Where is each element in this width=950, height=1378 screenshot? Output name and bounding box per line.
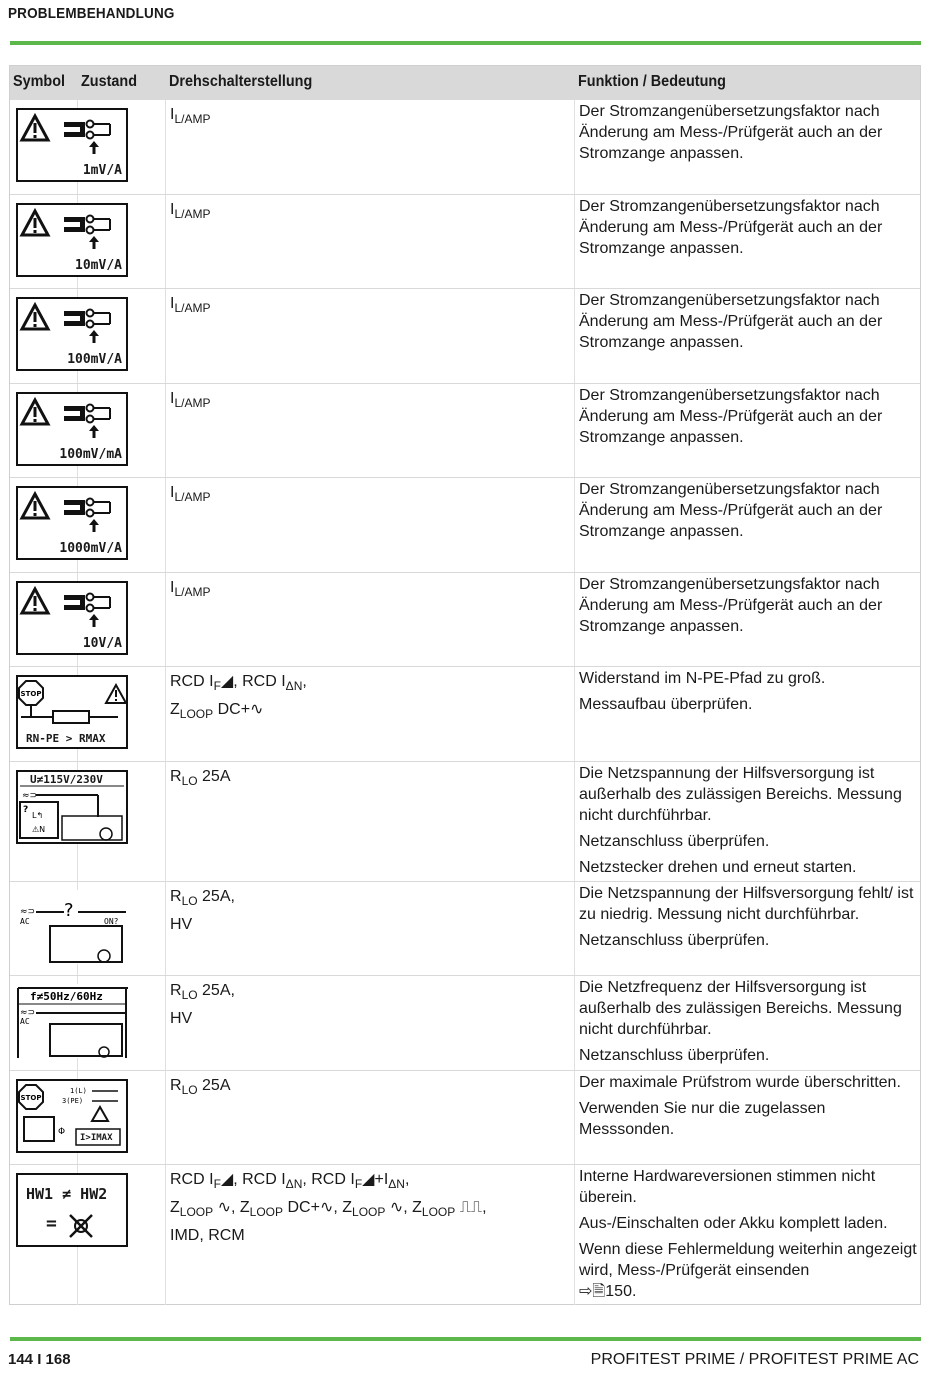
clamp-ratio-label: 1mV/A xyxy=(82,163,122,178)
table-row xyxy=(10,1070,920,1165)
clamp-ratio-label: 100mV/mA xyxy=(59,447,122,462)
function-text: Der Stromzangenübersetzungsfaktor nach Änderung am Mess-/Prüfgerät auch an der Stromzange anpassen. xyxy=(579,481,883,540)
text: 25A, xyxy=(197,982,235,999)
fn-line: Die Netzspannung der Hilfsversorgung fehlt/ ist zu niedrig. Messung nicht durchführbar. xyxy=(579,885,914,923)
table-row xyxy=(10,761,920,882)
text: , xyxy=(302,673,307,690)
position-line: $Z_{LOOP}$ ∿, $Z_{LOOP}$ DC+∿, $Z_{LOOP}$ ∿, $Z_{LOOP}$ ⎍⎍, xyxy=(170,1199,487,1219)
troubleshooting-table xyxy=(9,65,921,1305)
pulse-icon: ⎍⎍ xyxy=(459,1199,483,1216)
sub: LOOP xyxy=(179,707,214,721)
sub: F xyxy=(354,1177,363,1191)
switch-position xyxy=(170,293,570,314)
switch-position xyxy=(170,766,570,787)
svg-text:Φ: Φ xyxy=(58,1127,66,1137)
freq-text: f≠50Hz/60Hz xyxy=(30,990,103,1003)
sub: LOOP xyxy=(352,1205,386,1219)
overcurrent-icon xyxy=(16,1079,128,1153)
function-text: Der Stromzangenübersetzungsfaktor nach Änderung am Mess-/Prüfgerät auch an der Stromzange anpassen. xyxy=(579,576,883,635)
sub: ΔN xyxy=(285,679,303,693)
voltage-label: U≠115V/230V xyxy=(30,773,103,786)
sub: ΔN xyxy=(388,1177,405,1191)
function-text xyxy=(579,977,919,1071)
svg-text:≈⊃: ≈⊃ xyxy=(20,907,36,917)
switch-position xyxy=(170,980,570,1036)
page-number: 144 I 168 xyxy=(8,1351,71,1368)
clamp-warning-icon xyxy=(16,486,128,560)
position-line xyxy=(170,980,570,1001)
position-sub: L/AMP xyxy=(174,396,211,410)
text: RCD I xyxy=(170,1171,214,1188)
page-reference: ⇨🗎150. xyxy=(579,1283,637,1300)
table-row xyxy=(10,975,920,1071)
fn-line: Interne Hardwareversionen stimmen nicht überein. xyxy=(579,1168,876,1206)
clamp-warning-icon xyxy=(16,581,128,655)
text: , xyxy=(404,1171,410,1188)
svg-text:≈⊃: ≈⊃ xyxy=(22,791,38,801)
position-sub: L/AMP xyxy=(174,490,211,504)
table-row xyxy=(10,288,920,384)
table-row xyxy=(10,100,920,194)
q-text: ? xyxy=(64,900,74,921)
frequency-error-icon xyxy=(16,984,128,1058)
fn-line: Die Netzfrequenz der Hilfsversorgung ist außerhalb des zulässigen Bereichs. Messung nicht durchführbar. xyxy=(579,979,902,1038)
voltage-error-icon xyxy=(16,770,128,844)
fn-line: Netzstecker drehen und erneut starten. xyxy=(579,859,857,876)
clamp-warning-icon xyxy=(16,108,128,182)
function-text: Der Stromzangenübersetzungsfaktor nach Änderung am Mess-/Prüfgerät auch an der Stromzange anpassen. xyxy=(579,387,883,446)
switch-position xyxy=(170,388,570,409)
function-text: Der Stromzangenübersetzungsfaktor nach Änderung am Mess-/Prüfgerät auch an der Stromzange anpassen. xyxy=(579,292,883,351)
switch-position xyxy=(170,1169,570,1253)
npe-resistance-icon xyxy=(16,675,128,749)
sub: LO xyxy=(181,1083,198,1097)
position-sub: L/AMP xyxy=(174,112,211,126)
wave-icon: ∿ xyxy=(250,701,264,718)
text: R xyxy=(170,1077,182,1094)
table-row xyxy=(10,1164,920,1307)
switch-position xyxy=(170,577,570,598)
text: RCD I xyxy=(170,673,214,690)
text: Z xyxy=(342,1199,353,1216)
text: R xyxy=(170,888,182,905)
ac-text: AC xyxy=(20,917,30,926)
fn-line: Netzanschluss überprüfen. xyxy=(579,833,770,850)
text: , RCD I xyxy=(233,673,286,690)
pe-text: 3(PE) xyxy=(62,1097,84,1105)
sub: LO xyxy=(181,774,198,788)
text: 25A, xyxy=(197,888,235,905)
function-text xyxy=(579,883,919,956)
triangle-icon: ◢ xyxy=(362,1171,375,1188)
function-text xyxy=(579,668,919,720)
clamp-warning-icon xyxy=(16,297,128,371)
triangle-icon: ◢ xyxy=(220,673,234,690)
fn-line: Widerstand im N-PE-Pfad zu groß. xyxy=(579,670,826,687)
position-base: I xyxy=(170,106,175,123)
fn-line: Der maximale Prüfstrom wurde überschritten. xyxy=(579,1074,901,1091)
table-row xyxy=(10,477,920,573)
position-sub: L/AMP xyxy=(174,207,211,221)
position-line xyxy=(170,699,570,720)
switch-position xyxy=(170,482,570,503)
table-row xyxy=(10,572,920,667)
svg-text:⚠N: ⚠N xyxy=(32,825,46,834)
q-text: ? xyxy=(23,805,29,815)
fn-line: Verwenden Sie nur die zugelassen Messsonden. xyxy=(579,1100,826,1138)
position-line xyxy=(170,1169,570,1190)
table-row xyxy=(10,194,920,289)
text: , RCD I xyxy=(302,1171,355,1188)
wave-icon: ∿ xyxy=(217,1199,231,1216)
header-divider xyxy=(10,41,921,45)
table-row xyxy=(10,881,920,976)
sub: LOOP xyxy=(249,1205,284,1219)
sub: LOOP xyxy=(179,1205,214,1219)
text: Z xyxy=(170,1199,180,1216)
sub: LO xyxy=(181,988,198,1002)
position-sub: L/AMP xyxy=(174,301,211,315)
position-sub: L/AMP xyxy=(174,585,211,599)
fn-line: Die Netzspannung der Hilfsversorgung ist außerhalb des zulässigen Bereichs. Messung nicht durchführbar. xyxy=(579,765,902,824)
function-text: Der Stromzangenübersetzungsfaktor nach Änderung am Mess-/Prüfgerät auch an der Stromzange anpassen. xyxy=(579,103,883,162)
clamp-ratio-label: 10V/A xyxy=(82,636,122,651)
fn-line: Netzanschluss überprüfen. xyxy=(579,1047,770,1064)
text: , RCD I xyxy=(233,1171,286,1188)
fn-line: Messaufbau überprüfen. xyxy=(579,696,753,713)
position-line xyxy=(170,886,570,907)
text: 25A xyxy=(197,768,231,785)
ac-text: AC xyxy=(20,1017,30,1026)
stop-text: STOP xyxy=(20,1094,42,1102)
hardware-mismatch-icon xyxy=(16,1173,128,1247)
sub: F xyxy=(213,679,221,693)
fn-line: Netzanschluss überprüfen. xyxy=(579,932,770,949)
table-header xyxy=(10,66,920,100)
clamp-ratio-label: 10mV/A xyxy=(75,258,122,273)
wave-icon: ∿ xyxy=(319,1199,334,1216)
missing-voltage-icon xyxy=(16,890,128,964)
page-header-title: PROBLEMBEHANDLUNG xyxy=(8,5,175,22)
svg-text:≈⊃: ≈⊃ xyxy=(20,1008,36,1018)
footer-divider xyxy=(10,1337,921,1341)
sub: LO xyxy=(181,894,198,908)
function-text xyxy=(579,763,919,883)
text: Z xyxy=(412,1199,422,1216)
svg-text:L↰: L↰ xyxy=(32,811,44,820)
text: +I xyxy=(374,1171,389,1188)
product-name: PROFITEST PRIME / PROFITEST PRIME AC xyxy=(590,1351,919,1368)
header-state: Zustand xyxy=(81,73,137,90)
npe-label: RN-PE > RMAX xyxy=(26,732,106,745)
table-row xyxy=(10,383,920,478)
position-line xyxy=(170,671,570,692)
position-line: IMD, RCM xyxy=(170,1227,245,1244)
header-function: Funktion / Bedeutung xyxy=(578,73,726,90)
sub: ΔN xyxy=(285,1177,303,1191)
hw-label: HW1 ≠ HW2 xyxy=(26,1185,108,1203)
fn-line: Aus-/Einschalten oder Akku komplett laden. xyxy=(579,1215,888,1232)
fn-line: Wenn diese Fehlermeldung weiterhin angezeigt wird, Mess-/Prüfgerät einsenden xyxy=(579,1241,917,1279)
hw-equals: = xyxy=(46,1213,57,1234)
position-base: I xyxy=(170,579,175,596)
l-text: 1(L) xyxy=(70,1087,87,1095)
header-symbol: Symbol xyxy=(13,73,66,90)
wave-icon: ∿ xyxy=(389,1199,404,1216)
table-row xyxy=(10,666,920,762)
sub: F xyxy=(213,1177,221,1191)
text: R xyxy=(170,982,182,999)
position-line: HV xyxy=(170,916,193,933)
position-line: HV xyxy=(170,1010,193,1027)
clamp-warning-icon xyxy=(16,203,128,277)
switch-position xyxy=(170,1075,570,1096)
position-base: I xyxy=(170,484,175,501)
position-base: I xyxy=(170,295,175,312)
text: DC+ xyxy=(283,1199,320,1216)
text: Z xyxy=(170,701,180,718)
header-position: Drehschalterstellung xyxy=(169,73,313,90)
switch-position xyxy=(170,199,570,220)
clamp-ratio-label: 100mV/A xyxy=(67,352,122,367)
stop-text: STOP xyxy=(20,690,42,698)
on-text: ON? xyxy=(104,917,119,926)
text: R xyxy=(170,768,182,785)
function-text xyxy=(579,1072,919,1145)
overcurrent-label: I>IMAX xyxy=(80,1133,113,1143)
text: 25A xyxy=(197,1077,231,1094)
position-base: I xyxy=(170,201,175,218)
text: DC+ xyxy=(213,701,251,718)
sub: LOOP xyxy=(421,1205,456,1219)
function-text: Der Stromzangenübersetzungsfaktor nach Änderung am Mess-/Prüfgerät auch an der Stromzange anpassen. xyxy=(579,198,883,257)
switch-position xyxy=(170,104,570,125)
clamp-warning-icon xyxy=(16,392,128,466)
broken-icon xyxy=(66,1211,96,1241)
position-base: I xyxy=(170,390,175,407)
switch-position xyxy=(170,671,570,727)
switch-position xyxy=(170,886,570,942)
clamp-ratio-label: 1000mV/A xyxy=(59,541,122,556)
text: Z xyxy=(239,1199,250,1216)
triangle-icon: ◢ xyxy=(220,1171,234,1188)
function-text xyxy=(579,1166,919,1307)
